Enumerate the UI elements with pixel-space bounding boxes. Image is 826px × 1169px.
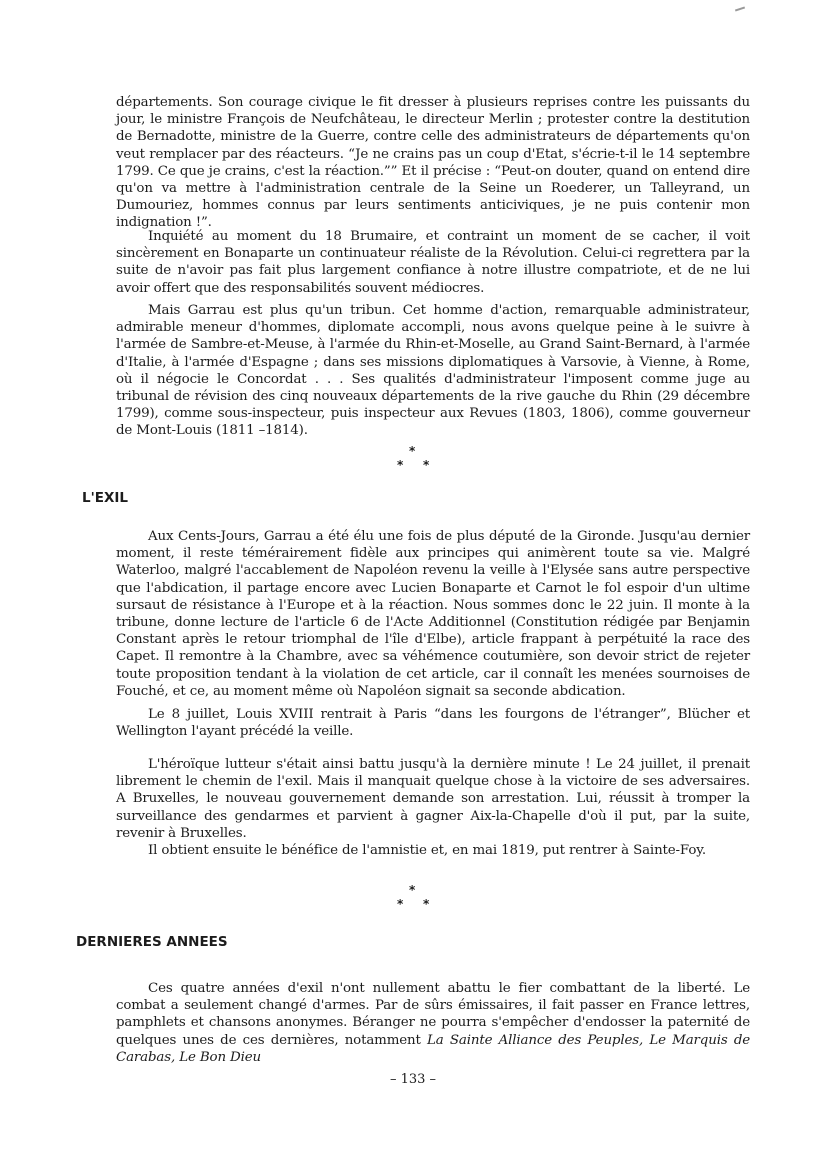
scan-mark bbox=[735, 7, 745, 12]
section-separator: * * * bbox=[397, 883, 430, 911]
paragraph-exil: L'héroïque lutteur s'était ainsi battu jusqu'à la dernière minute ! Le 24 juillet, il prenait librement le chemin de l'exil. Mais il manquait quelque chose à la victoire de ses adversaires. A Bruxelles, le nouveau gouvernement demande son arrestation. Lui, réussit à tromper la surveillance des gendarmes et parvient à gagner Aix-la-Chapelle d'où il put, par la suite, revenir à Bruxelles. bbox=[116, 757, 750, 841]
paragraph-tribun: Mais Garrau est plus qu'un tribun. Cet homme d'action, remarquable administrateur, admirable meneur d'hommes, diplomate accompli, nous avons quelque peine à le suivre à l'armée de Sambre-et-Meuse, à l'armée du Rhin-et-Moselle, au Grand Saint-Bernard, à l'armée d'Italie, à l'armée d'Espagne ; dans ses missions diplomatiques à Varsovie, à Vienne, à Rome, où il négocie le Concordat . . . Ses qualités d'administrateur l'imposent comme juge au tribunal de révision des cinq nouveaux départements de la rive gauche du Rhin (29 décembre 1799), comme sous-inspecteur, puis inspecteur aux Revues (1803, 1806), comme gouverneur de Mont-Louis (1811 –1814). bbox=[116, 303, 750, 439]
song-title: Le Marquis de Carabas, bbox=[116, 1032, 751, 1065]
song-title: Le Bon Dieu bbox=[179, 1049, 261, 1065]
paragraph-dernieres-annees: Ces quatre années d'exil n'ont nullement abattu le fier combattant de la liberté. Le combat a seulement changé d'armes. Par de sûrs émissaires, il fait passer en France lettres, pamphlets et chansons anonymes. Béranger ne pourra s'empêcher d'endosser la paternité de quelques unes de ces dernières, notamment La Sainte Alliance des Peuples, Le Marquis de Carabas, Le Bon Dieu bbox=[116, 981, 751, 1065]
song-title: La Sainte Alliance des Peuples, bbox=[427, 1032, 644, 1048]
section-heading-dernieres-annees: DERNIERES ANNEES bbox=[76, 934, 228, 950]
paragraph-brumaire: Inquiété au moment du 18 Brumaire, et contraint un moment de se cacher, il voit sincèrement en Bonaparte un continuateur réaliste de la Révolution. Celui-ci regrettera par la suite de n'avoir pas fait plus largement confiance à notre illustre compatriote, et de ne lui avoir offert que des responsabilités souvent médiocres. bbox=[116, 229, 750, 296]
section-heading-exil: L'EXIL bbox=[82, 490, 128, 506]
page-number: – 133 – bbox=[389, 1072, 437, 1087]
paragraph-amnistie: Il obtient ensuite le bénéfice de l'amnistie et, en mai 1819, put rentrer à Sainte-Foy. bbox=[148, 843, 706, 858]
section-separator: * * * bbox=[397, 444, 430, 472]
paragraph-courage: départements. Son courage civique le fit dresser à plusieurs reprises contre les puissants du jour, le ministre François de Neufchâteau, le directeur Merlin ; protester contre la destitution de Bernadotte, ministre de la Guerre, contre celle des administrateurs de départements qu'on veut remplacer par des réacteurs. “Je ne crains pas un coup d'Etat, s'écrie-t-il le 14 septembre 1799. Ce que je crains, c'est la réaction.”” Et il précise : “Peut-on douter, quand on entend dire qu'on va mettre à l'administration centrale de la Seine un Roederer, un Talleyrand, un Dumouriez, hommes connus par leurs sentiments anticiviques, je ne puis contenir mon indignation !”. bbox=[116, 95, 750, 231]
paragraph-louis-xviii: Le 8 juillet, Louis XVIII rentrait à Paris “dans les fourgons de l'étranger”, Blücher et Wellington l'ayant précédé la veille. bbox=[116, 707, 750, 740]
paragraph-cent-jours: Aux Cents-Jours, Garrau a été élu une fois de plus député de la Gironde. Jusqu'au dernier moment, il reste témérairement fidèle aux principes qui animèrent toute sa vie. Malgré Waterloo, malgré l'accablement de Napoléon revenu la veille à l'Elysée sans autre perspective que l'abdication, il partage encore avec Lucien Bonaparte et Carnot le fol espoir d'un ultime sursaut de résistance à l'Europe et à la réaction. Nous sommes donc le 22 juin. Il monte à la tribune, donne lecture de l'article 6 de l'Acte Additionnel (Constitution rédigée par Benjamin Constant après le retour triomphal de l'île d'Elbe), article frappant à perpétuité la race des Capet. Il remontre à la Chambre, avec sa véhémence coutumière, son devoir strict de rejeter toute proposition tendant à la violation de cet article, car il connaît les menées sournoises de Fouché, et ce, au moment même où Napoléon signait sa seconde abdication. bbox=[116, 529, 750, 699]
